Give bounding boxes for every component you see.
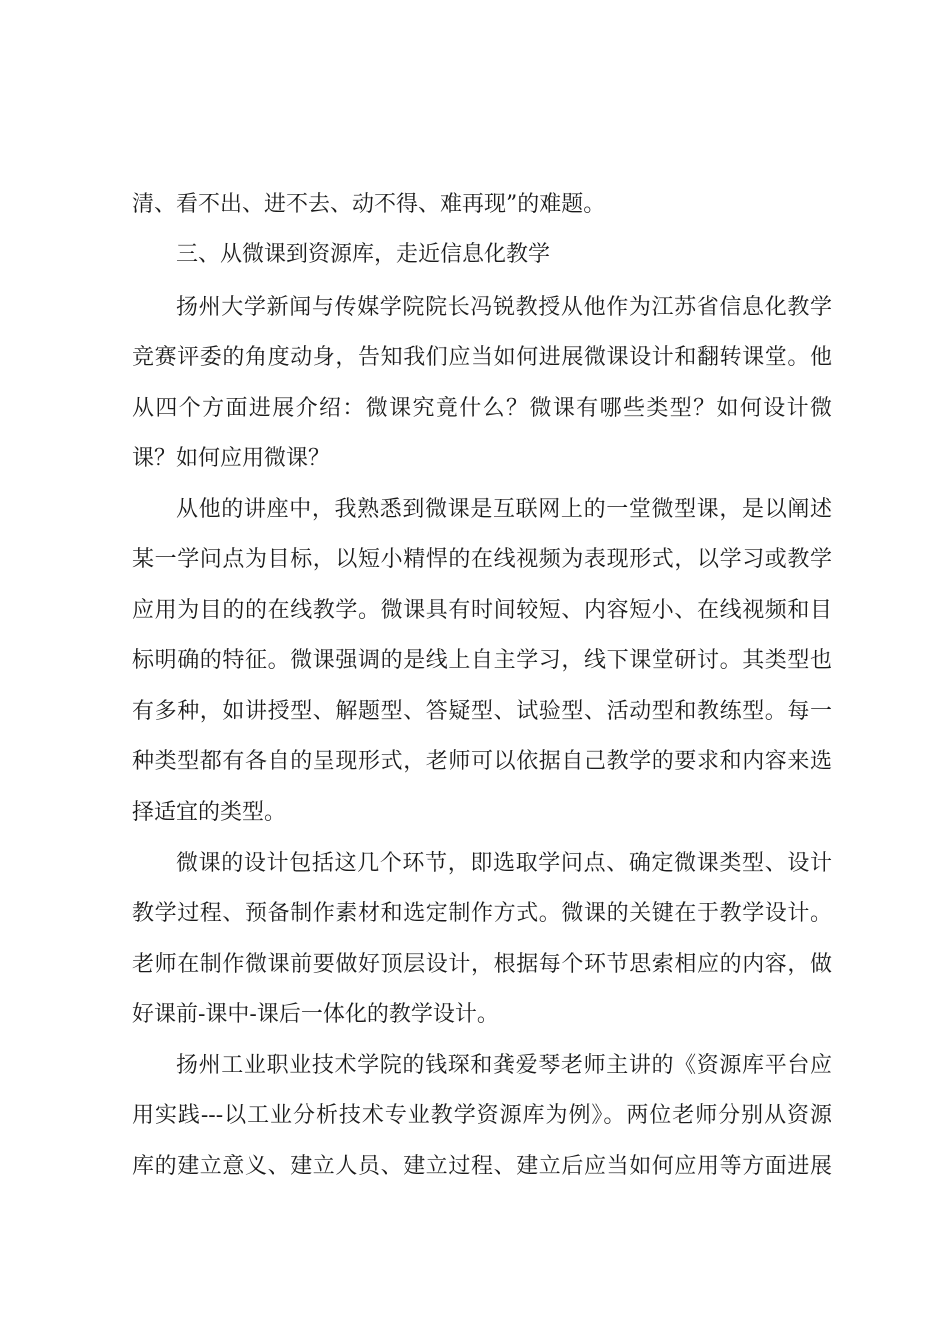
text-line-17: 好课前-课中-课后一体化的教学设计。 (132, 1002, 499, 1027)
text-line-14: 微课的设计包括这几个环节，即选取学问点、确定微课类型、设计 (176, 851, 832, 876)
text-line-18: 扬州工业职业技术学院的钱琛和龚爱琴老师主讲的《资源库平台应 (176, 1053, 832, 1078)
text-line-3: 扬州大学新闻与传媒学院院长冯锐教授从他作为江苏省信息化教学 (176, 295, 832, 320)
text-line-1: 清、看不出、进不去、动不得、难再现”的难题。 (132, 192, 606, 217)
text-line-15: 教学过程、预备制作素材和选定制作方式。微课的关键在于教学设计。 (132, 901, 832, 926)
text-line-8: 某一学问点为目标，以短小精悍的在线视频为表现形式，以学习或教学 (132, 547, 832, 572)
text-line-12: 种类型都有各自的呈现形式，老师可以依据自己教学的要求和内容来选 (132, 749, 832, 774)
text-line-10: 标明确的特征。微课强调的是线上自主学习，线下课堂研讨。其类型也 (132, 648, 832, 673)
text-line-9: 应用为目的的在线教学。微课具有时间较短、内容短小、在线视频和目 (132, 598, 832, 623)
text-line-11: 有多种，如讲授型、解题型、答疑型、试验型、活动型和教练型。每一 (132, 699, 832, 724)
text-line-4: 竞赛评委的角度动身，告知我们应当如何进展微课设计和翻转课堂。他 (132, 345, 832, 370)
text-line-16: 老师在制作微课前要做好顶层设计，根据每个环节思索相应的内容，做 (132, 952, 832, 977)
text-line-19: 用实践---以工业分析技术专业教学资源库为例》。两位老师分别从资源 (132, 1103, 832, 1128)
text-line-13: 择适宜的类型。 (132, 800, 287, 825)
text-line-5: 从四个方面进展介绍：微课究竟什么？微课有哪些类型？如何设计微 (132, 396, 832, 421)
text-line-6: 课？如何应用微课？ (132, 446, 331, 471)
text-line-7: 从他的讲座中，我熟悉到微课是互联网上的一堂微型课，是以阐述 (176, 497, 832, 522)
section-heading-3: 三、从微课到资源库，走近信息化教学 (176, 242, 551, 267)
text-line-20: 库的建立意义、建立人员、建立过程、建立后应当如何应用等方面进展 (132, 1154, 832, 1179)
